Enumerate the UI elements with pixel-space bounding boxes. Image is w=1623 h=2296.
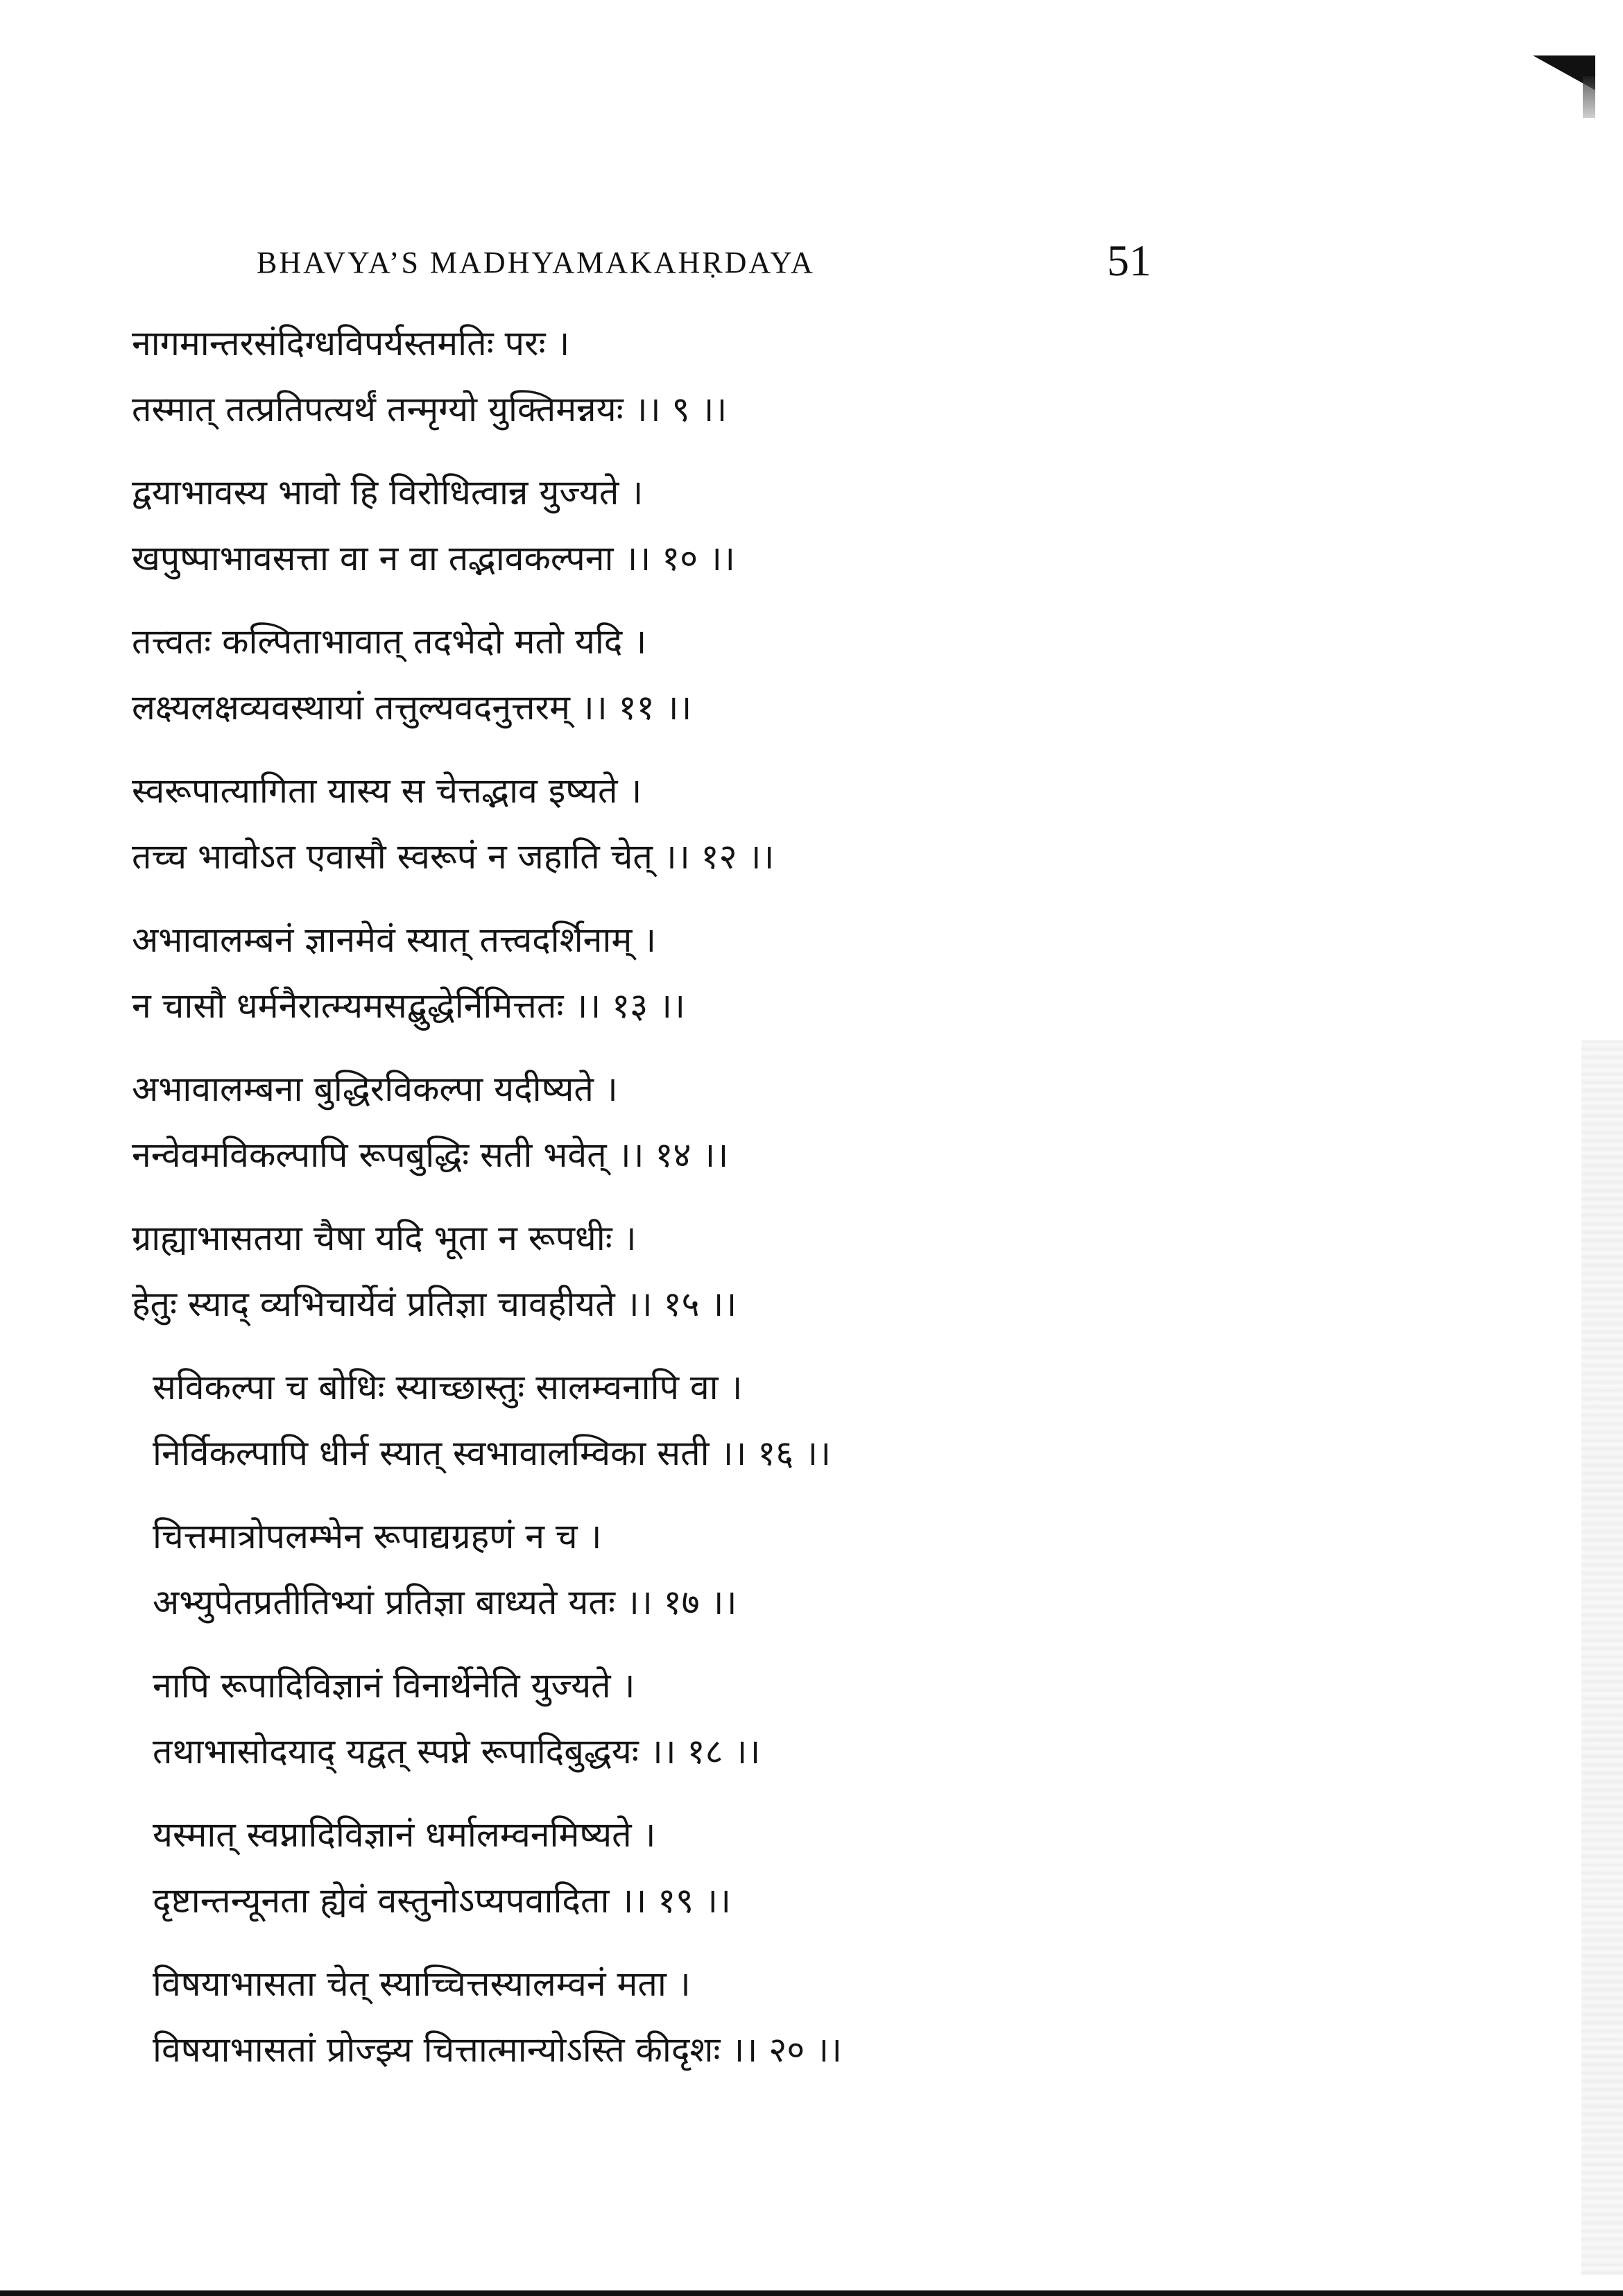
- verse-17: [132, 1516, 1172, 1668]
- verse-line-2: दृष्टान्तन्यूनता ह्येवं वस्तुनोऽप्यपवादिता ।। १९ ।।: [153, 1881, 731, 1921]
- verse-line-2: निर्विकल्पापि धीर्न स्यात् स्वभावालम्विका सती ।। १६ ।।: [153, 1433, 832, 1473]
- verse-line-2: खपुष्पाभावसत्ता वा न वा तद्भावकल्पना ।। १० ।।: [132, 538, 735, 579]
- page-corner-shadow: [1583, 76, 1595, 118]
- verse-line-2: लक्ष्यलक्षव्यवस्थायां तत्तुल्यवदनुत्तरम् ।। ११ ।।: [132, 687, 692, 728]
- verse-line-2: नन्वेवमविकल्पापि रूपबुद्धिः सती भवेत् ।। १४ ।।: [132, 1135, 729, 1175]
- verse-12: [132, 773, 1172, 923]
- verse-19: [132, 1817, 1172, 1967]
- verse-16: [132, 1367, 1172, 1519]
- verse-line-1: नापि रूपादिविज्ञानं विनार्थेनेति युज्यते ।: [153, 1665, 635, 1706]
- verse-line-1: तत्त्वतः कल्पिताभावात् तदभेदो मतो यदि ।: [132, 622, 647, 662]
- verse-line-1: अभावालम्बना बुद्धिरविकल्पा यदीष्यते ।: [132, 1069, 618, 1109]
- verse-line-1: यस्मात् स्वप्नादिविज्ञानं धर्मालम्वनमिष्यते ।: [153, 1815, 656, 1855]
- verse-line-1: अभावालम्बनं ज्ञानमेवं स्यात् तत्त्वदर्शिनाम् ।: [132, 920, 657, 960]
- verse-11: [132, 624, 1172, 773]
- scan-bottom-edge: [0, 2290, 1623, 2296]
- verse-block: [132, 323, 1172, 2116]
- verse-line-2: तच्च भावोऽत एवासौ स्वरूपं न जहाति चेत् ।। १२ ।।: [132, 837, 775, 877]
- verse-15: [132, 1218, 1172, 1370]
- verse-line-2: विषयाभासतां प्रोज्झ्य चित्तात्मान्योऽस्ति कीदृशः ।। २० ।।: [153, 2030, 843, 2070]
- page-header: [257, 236, 1151, 288]
- verse-line-2: तस्मात् तत्प्रतिपत्यर्थं तन्मृग्यो युक्तिमन्नयः ।। ९ ।।: [132, 389, 728, 429]
- verse-line-2: तथाभासोदयाद् यद्वत् स्पप्ने रूपादिबुद्धयः ।। १८ ।।: [153, 1731, 761, 1772]
- verse-line-2: हेतुः स्याद् व्यभिचार्येवं प्रतिज्ञा चावहीयते ।। १५ ।।: [132, 1284, 737, 1324]
- verse-line-1: द्वयाभावस्य भावो हि विरोधित्वान्न युज्यते ।: [132, 472, 644, 513]
- verse-line-2: अभ्युपेतप्रतीतिभ्यां प्रतिज्ञा बाध्यते यतः ।। १७ ।।: [153, 1582, 737, 1622]
- verse-line-1: नागमान्तरसंदिग्धविपर्यस्तमतिः परः ।: [132, 323, 570, 363]
- page-edge-shadow: [1581, 1040, 1623, 2275]
- verse-line-2: न चासौ धर्मनैरात्म्यमसद्बुद्धेर्निमित्ततः ।। १३ ।।: [132, 986, 685, 1026]
- verse-18: [132, 1665, 1172, 1817]
- verse-13: [132, 920, 1172, 1072]
- page-number: 51: [1107, 236, 1151, 285]
- running-title: BHAVYA’S MADHYAMAKAHṚDAYA: [257, 246, 815, 280]
- verse-14: [132, 1069, 1172, 1221]
- verse-10: [132, 472, 1172, 624]
- verse-line-1: विषयाभासता चेत् स्याच्चित्तस्यालम्वनं मता ।: [153, 1964, 691, 2004]
- verse-line-1: चित्तमात्रोपलम्भेन रूपाद्यग्रहणं न च ।: [153, 1516, 602, 1557]
- verse-9: [132, 323, 1172, 475]
- verse-line-1: स्वरूपात्यागिता यास्य स चेत्तद्भाव इष्यते ।: [132, 771, 642, 811]
- verse-20: [132, 1964, 1172, 2116]
- verse-line-1: सविकल्पा च बोधिः स्याच्छास्तुः सालम्वनापि वा ।: [153, 1367, 743, 1407]
- verse-line-1: ग्राह्याभासतया चैषा यदि भूता न रूपधीः ।: [132, 1218, 637, 1258]
